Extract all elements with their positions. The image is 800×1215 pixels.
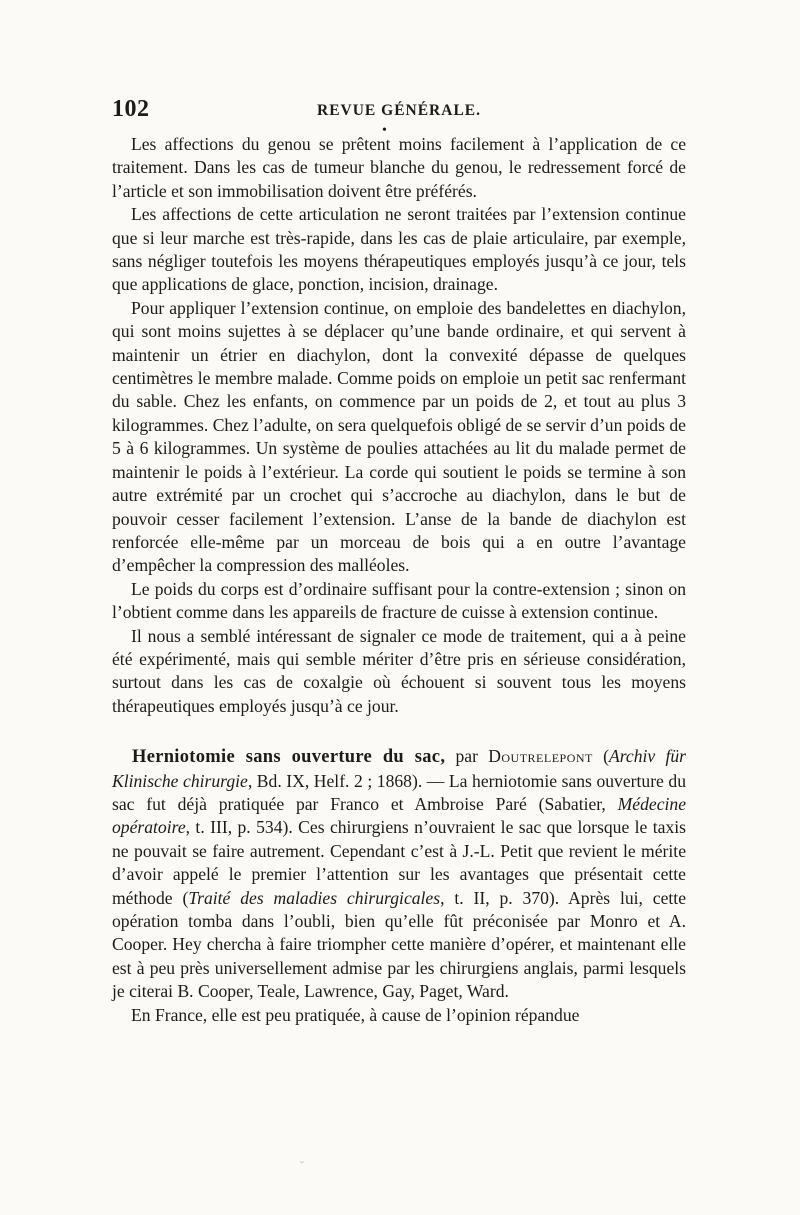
- section-text-1: — La herniotomie sans ouverture du sac fut déjà pratiquée par Franco et Ambroise Paré (Sabatier,: [112, 770, 687, 814]
- paragraph-articulation: Les affections de cette articulation ne seront traitées par l’extension continue que si leur marche est très-rapide, dans les cas de plaie articulaire, par exemple, sans négliger toutefois les moyens thérapeutiques employés jusqu’à ce jour, tels que applications de glace, ponction, incision, drainage.: [112, 204, 686, 295]
- citation-open: (: [592, 746, 609, 767]
- paragraph-knee: Les affections du genou se prêtent moins facilement à l’application de ce traitement. Dans les cas de tumeur blanche du genou, le redressement forcé de l’article et son immobilisation doivent être préférés.: [112, 134, 686, 201]
- section-gap: [112, 718, 686, 745]
- section-by: par: [445, 746, 489, 767]
- paragraph-conclusion: Il nous a semblé intéressant de signaler ce mode de traitement, qui a à peine été expérimenté, mais qui semble mériter d’être pris en sérieuse considération, surtout dans les cas de coxalgie où échouent si souvent tous les moyens thérapeutiques employés jusqu’à ce jour.: [112, 625, 686, 716]
- reference-traite-maladies: Traité des maladies chirurgicales: [188, 887, 441, 908]
- section-title: Herniotomie sans ouverture du sac,: [132, 747, 446, 768]
- section-herniotomie: [112, 745, 686, 1003]
- running-title: REVUE GÉNÉRALE.: [317, 102, 481, 119]
- paragraph-counter-extension: Le poids du corps est d’ordinaire suffisant pour la contre-extension ; sinon on l’obtient comme dans les appareils de fracture de cuisse à extension continue.: [112, 578, 686, 623]
- section-text-3: , t. II, p. 370). Après lui, cette opération tomba dans l’oubli, bien qu’elle fût préconisée par Monro et A. Cooper. Hey chercha à faire triompher cette manière d’opérer, et maintenant elle est à peu près universellement admise par les chirurgiens anglais, parmi lesquels je citerai B. Cooper, Teale, Lawrence, Gay, Paget, Ward.: [112, 887, 686, 1002]
- page-number: 102: [112, 96, 150, 122]
- section-author: Doutrelepont: [488, 746, 593, 767]
- citation-journal: Archiv für Klinische chirurgie: [112, 746, 686, 791]
- body-text: [112, 133, 686, 1027]
- header-dot: •: [382, 123, 387, 138]
- paragraph-extension-method: Pour appliquer l’extension continue, on emploie des bandelettes en diachylon, qui sont moins sujettes à se déplacer qu’une bande ordinaire, et qui servent à maintenir un étrier en diachylon, dont la convexité dépasse de quelques centimètres le membre malade. Comme poids on emploie un petit sac renfermant du sable. Chez les enfants, on commence par un poids de 2, et tout au plus 3 kilogrammes. Chez l’adulte, on sera quelquefois obligé de se servir d’un poids de 5 à 6 kilogrammes. Un système de poulies attachées au lit du malade permet de maintenir le poids à l’extérieur. La corde qui soutient le poids se termine à son autre extrémité par un crochet qui s’accroche au diachylon, dans le but de pouvoir cesser facilement l’extension. L’anse de la bande de diachylon est renforcée elle-même par un morceau de bois qui a en outre l’avantage d’empêcher la compression des malléoles.: [112, 297, 686, 576]
- footer-mark: ʷ: [300, 1158, 304, 1168]
- citation-rest: , Bd. IX, Helf. 2 ; 1868).: [247, 770, 423, 791]
- paragraph-france: En France, elle est peu pratiquée, à cause de l’opinion répandue: [131, 1004, 580, 1025]
- reference-medecine-operatoire: Médecine opératoire: [112, 793, 686, 838]
- section-text-2: , t. III, p. 534). Ces chirurgiens n’ouvraient le sac que lorsque le taxis ne pouvait se faire autrement. Cependant c’est à J.-L. Petit que revient le mérite d’avoir appelé le premier l’attention sur les avantages que présentait cette méthode (: [112, 817, 686, 908]
- page-header: [112, 96, 687, 138]
